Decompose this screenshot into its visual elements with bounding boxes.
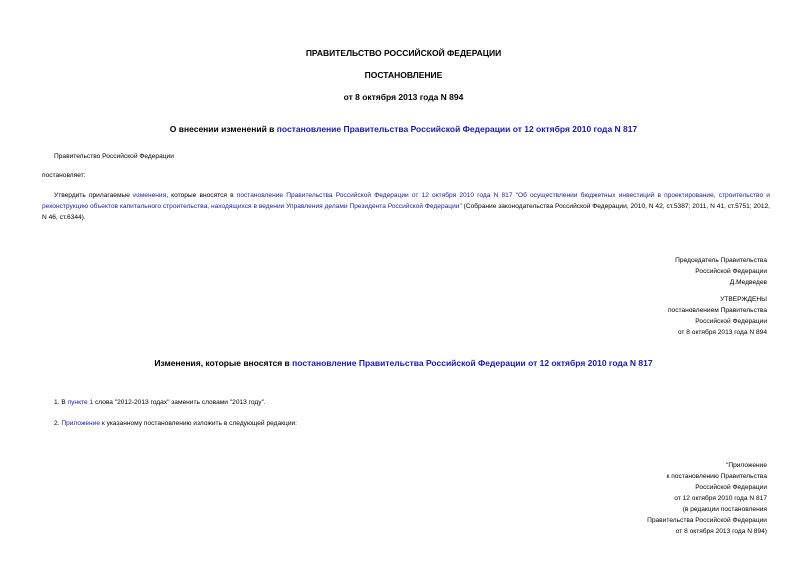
appendix-line-1: "Приложение: [725, 462, 767, 469]
title-link[interactable]: постановление Правительства Российской Федерации от 12 октября 2010 года N 817: [276, 124, 638, 134]
preamble-line: Правительство Российской Федерации: [54, 153, 174, 160]
main-paragraph: [42, 190, 770, 224]
change-item-1: [54, 399, 266, 406]
document-type: ПОСТАНОВЛЕНИЕ: [364, 70, 443, 80]
appendix-line-5: (в редакции постановления: [682, 506, 767, 513]
para-text-2: , которые вносятся в: [166, 192, 237, 199]
resolution-word: постановляет:: [42, 172, 86, 179]
change-item-2: [54, 420, 297, 427]
signature-name: Д.Медведев: [729, 279, 767, 286]
government-heading: ПРАВИТЕЛЬСТВО РОССИЙСКОЙ ФЕДЕРАЦИИ: [305, 48, 502, 58]
changes-prefix: Изменения, которые вносятся в: [154, 358, 293, 368]
signature-block: [675, 255, 767, 288]
item1-prefix: 1. В: [54, 399, 68, 406]
resolution-817-link[interactable]: постановление Правительства Российской Федерации от 12 октября 2010 года N 817 "Об осуществлении бюджетных инвестиций в проектирование, строительство и реконструкцию объектов капитального строительства, находящихся в ведении Управления делами Президента Российской Федерации": [42, 192, 770, 211]
document-title: [0, 124, 807, 134]
title-prefix: О внесении изменений в: [169, 124, 277, 134]
approval-line-2: постановлением Правительства: [667, 307, 767, 314]
appendix-block: [647, 460, 767, 537]
changes-heading: [0, 358, 807, 368]
para-text-3: (Собрание законодательства Российской Федерации, 2010, N 42, ст.5387; 2011, N 41, ст.5751; 2012, N 46, ст.6344).: [42, 203, 770, 222]
approval-block: [668, 294, 767, 338]
approval-title: УТВЕРЖДЕНЫ: [720, 296, 767, 303]
appendix-line-6: Правительства Российской Федерации: [647, 517, 767, 524]
signature-country: Российской Федерации: [695, 268, 767, 275]
item1-link[interactable]: пункте 1: [67, 399, 94, 406]
document-date: от 8 октября 2013 года N 894: [343, 92, 464, 102]
signature-title: Председатель Правительства: [675, 257, 767, 264]
appendix-line-4: от 12 октября 2010 года N 817: [674, 495, 767, 502]
item2-prefix: 2.: [54, 420, 62, 427]
item2-text: к указанному постановлению изложить в следующей редакции:: [100, 420, 298, 427]
approval-line-3: Российской Федерации: [695, 318, 767, 325]
appendix-line-3: Российской Федерации: [695, 484, 767, 491]
changes-heading-link[interactable]: постановление Правительства Российской Федерации от 12 октября 2010 года N 817: [292, 358, 653, 368]
approval-line-4: от 8 октября 2013 года N 894: [677, 329, 767, 336]
changes-link[interactable]: изменения: [133, 192, 167, 199]
para-text-1: Утвердить прилагаемые: [54, 192, 134, 199]
appendix-line-2: к постановлению Правительства: [666, 473, 767, 480]
item2-link[interactable]: Приложение: [61, 420, 101, 427]
item1-text: слова "2012-2013 годах" заменить словами "2013 году".: [93, 399, 266, 406]
appendix-line-7: от 8 октября 2013 года N 894): [675, 528, 767, 535]
